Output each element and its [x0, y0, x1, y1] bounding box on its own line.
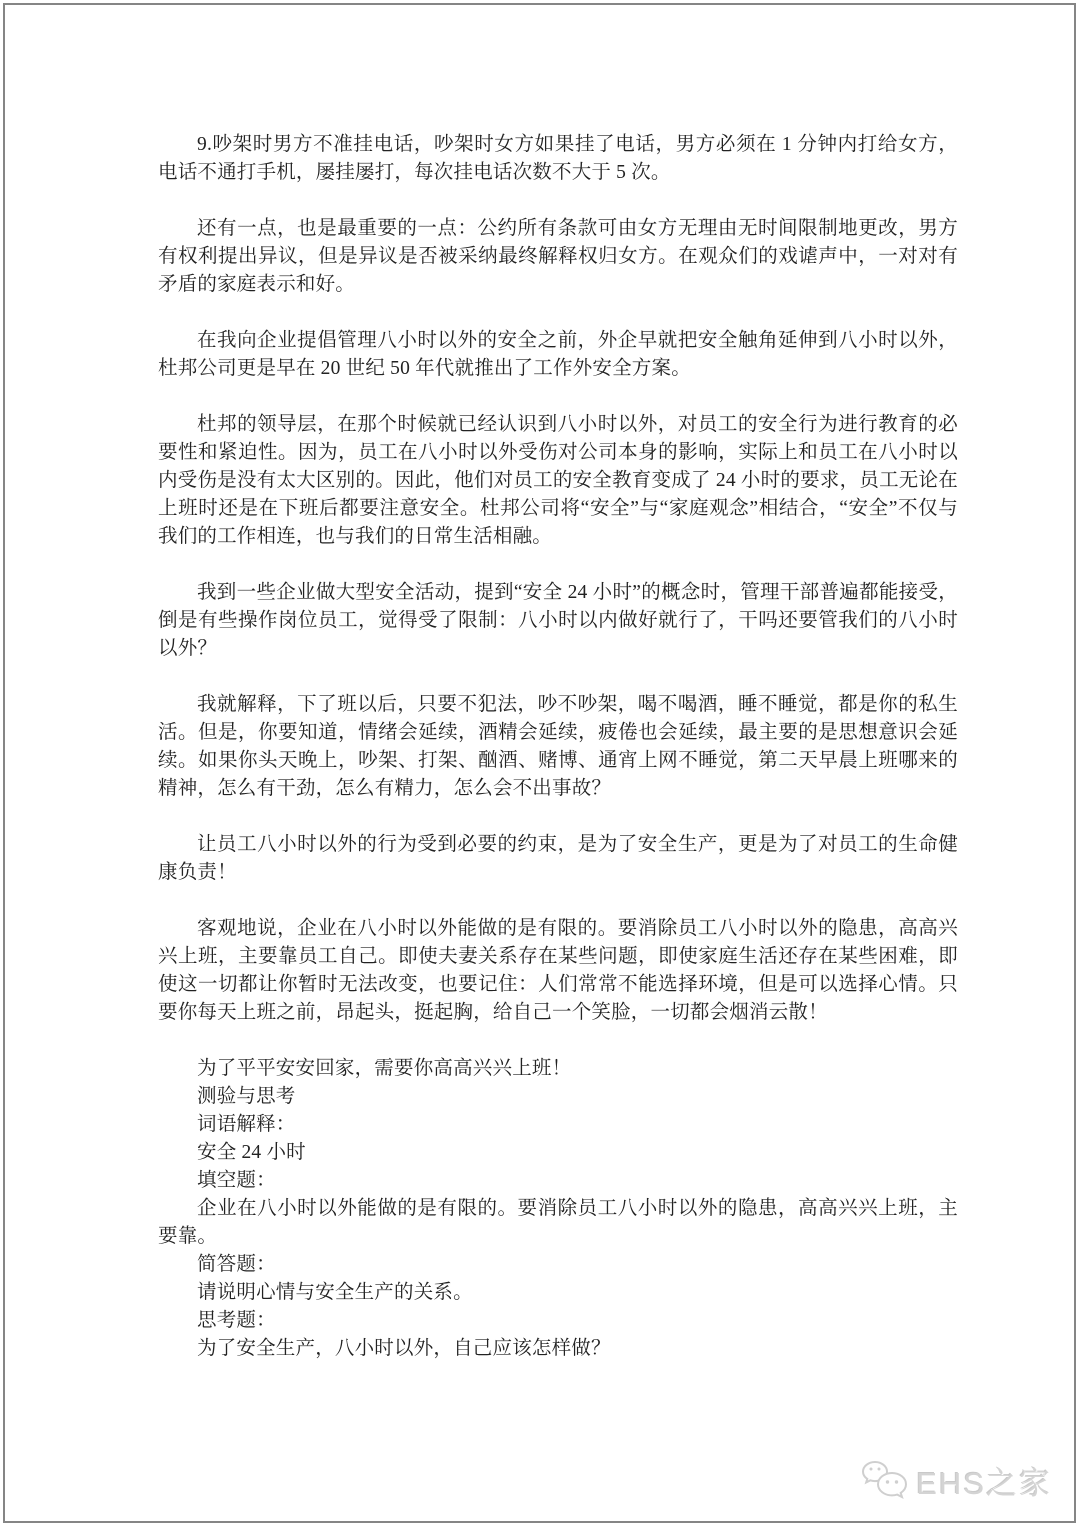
paragraph: 还有一点，也是最重要的一点：公约所有条款可由女方无理由无时间限制地更改，男方有权利提出异议，但是异议是否被采纳最终解释权归女方。在观众们的戏谑声中，一对对有矛盾的家庭表示和好。: [158, 218, 958, 295]
quiz-section: [158, 1055, 958, 1363]
quiz-heading: 测验与思考: [197, 1086, 296, 1107]
wechat-chat-bubbles-icon: [861, 1459, 909, 1503]
watermark-label: EHS之家: [916, 1466, 1052, 1501]
paragraph: 我到一些企业做大型安全活动，提到“安全 24 小时”的概念时，管理干部普遍都能接受，倒是有些操作岗位员工，觉得受了限制：八小时以内做好就行了，干吗还要管我们的八小时以外？: [158, 582, 958, 659]
paragraph: 9.吵架时男方不准挂电话，吵架时女方如果挂了电话，男方必须在 1 分钟内打给女方，电话不通打手机，屡挂屡打，每次挂电话次数不大于 5 次。: [158, 134, 958, 183]
watermark: [861, 1458, 1052, 1503]
quiz-subheading: 填空题：: [197, 1170, 276, 1191]
quiz-line: 为了安全生产，八小时以外，自己应该怎样做？: [197, 1338, 611, 1359]
quiz-subheading: 词语解释：: [197, 1114, 296, 1135]
quiz-subheading: 简答题：: [197, 1254, 276, 1275]
quiz-line: 为了平平安安回家，需要你高高兴兴上班！: [197, 1058, 572, 1079]
paragraph: 我就解释，下了班以后，只要不犯法，吵不吵架，喝不喝酒，睡不睡觉，都是你的私生活。但是，你要知道，情绪会延续，酒精会延续，疲倦也会延续，最主要的是思想意识会延续。如果你头天晚上，吵架、打架、酗酒、赌博、通宵上网不睡觉，第二天早晨上班哪来的精神，怎么有干劲，怎么有精力，怎么会不出事故？: [158, 694, 958, 799]
quiz-subheading: 思考题：: [197, 1310, 276, 1331]
quiz-line: 请说明心情与安全生产的关系。: [197, 1282, 473, 1303]
document-content: [158, 131, 958, 1363]
quiz-line: 安全 24 小时: [197, 1142, 306, 1163]
paragraph: 在我向企业提倡管理八小时以外的安全之前，外企早就把安全触角延伸到八小时以外，杜邦公司更是早在 20 世纪 50 年代就推出了工作外安全方案。: [158, 330, 958, 379]
quiz-line: 企业在八小时以外能做的是有限的。要消除员工八小时以外的隐患，高高兴兴上班，主要靠。: [158, 1198, 958, 1247]
paragraph: 杜邦的领导层，在那个时候就已经认识到八小时以外，对员工的安全行为进行教育的必要性和紧迫性。因为，员工在八小时以外受伤对公司本身的影响，实际上和员工在八小时以内受伤是没有太大区别的。因此，他们对员工的安全教育变成了 24 小时的要求，员工无论在上班时还是在下班后都要注意安全。杜邦公司将“安全”与“家庭观念”相结合，“安全”不仅与我们的工作相连，也与我们的日常生活相融。: [158, 414, 958, 547]
paragraph: 客观地说，企业在八小时以外能做的是有限的。要消除员工八小时以外的隐患，高高兴兴上班，主要靠员工自己。即使夫妻关系存在某些问题，即使家庭生活还存在某些困难，即使这一切都让你暂时无法改变，也要记住：人们常常不能选择环境，但是可以选择心情。只要你每天上班之前，昂起头，挺起胸，给自己一个笑脸，一切都会烟消云散！: [158, 918, 958, 1023]
paragraph: 让员工八小时以外的行为受到必要的约束，是为了安全生产，更是为了对员工的生命健康负责！: [158, 834, 958, 883]
